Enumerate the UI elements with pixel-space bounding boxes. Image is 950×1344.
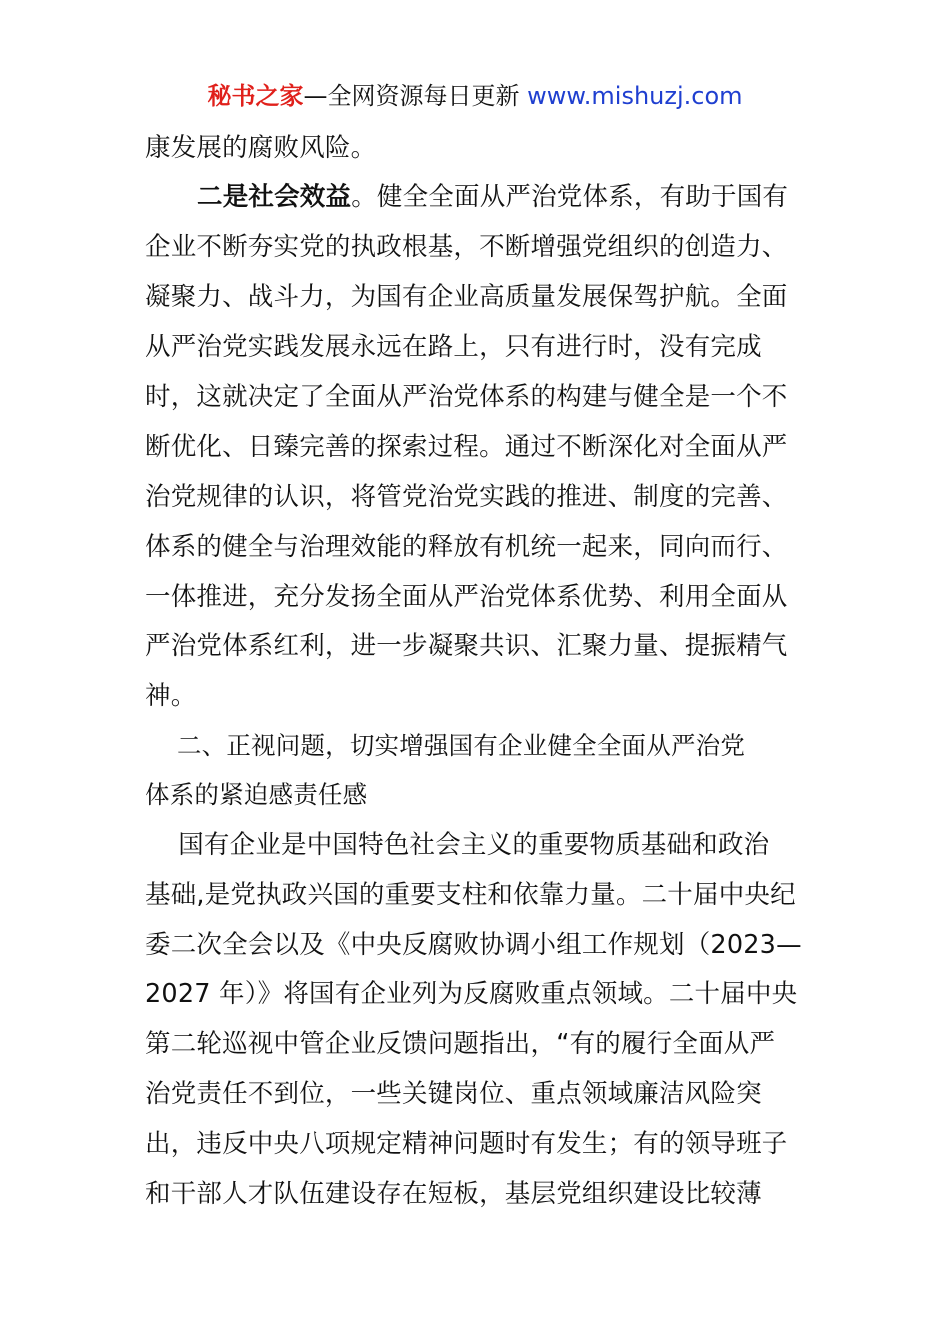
text-line: 从严治党实践发展永远在路上，只有进行时，没有完成 [145, 332, 762, 362]
text-line: 康发展的腐败风险。 [145, 133, 377, 163]
text-line: 时，这就决定了全面从严治党体系的构建与健全是一个不 [145, 382, 788, 412]
section-heading-line: 体系的紧迫感责任感 [145, 780, 368, 809]
section-heading-line: 二、正视问题，切实增强国有企业健全全面从严治党 [145, 731, 746, 760]
site-url-link[interactable]: www.mishuzj.com [527, 82, 743, 110]
site-header [0, 80, 950, 112]
text-line: 断优化、日臻完善的探索过程。通过不断深化对全面从严 [145, 432, 788, 462]
text-line: 和干部人才队伍建设存在短板，基层党组织建设比较薄 [145, 1179, 762, 1209]
paragraph-text: 。健全全面从严治党体系，有助于国有 [351, 182, 789, 212]
header-tagline: —全网资源每日更新 [303, 82, 528, 110]
text-line: 2027 年）》将国有企业列为反腐败重点领域。二十届中央 [145, 979, 798, 1009]
paragraph-2-first-line [145, 180, 788, 214]
text-line: 一体推进，充分发扬全面从严治党体系优势、利用全面从 [145, 582, 788, 612]
text-line: 治党规律的认识，将管党治党实践的推进、制度的完善、 [145, 482, 788, 512]
text-line: 体系的健全与治理效能的释放有机统一起来，同向而行、 [145, 532, 788, 562]
text-line: 治党责任不到位，一些关键岗位、重点领域廉洁风险突 [145, 1079, 762, 1109]
text-line: 国有企业是中国特色社会主义的重要物质基础和政治 [145, 830, 770, 860]
brand-name: 秘书之家 [207, 82, 304, 110]
text-line: 第二轮巡视中管企业反馈问题指出，“有的履行全面从严 [145, 1029, 776, 1059]
text-line: 基础,是党执政兴国的重要支柱和依靠力量。二十届中央纪 [145, 880, 796, 910]
text-line: 委二次全会以及《中央反腐败协调小组工作规划（2023— [145, 930, 802, 960]
text-line: 企业不断夯实党的执政根基，不断增强党组织的创造力、 [145, 232, 788, 262]
paragraph-heading-bold: 二是社会效益 [197, 182, 352, 212]
text-line: 出，违反中央八项规定精神问题时有发生；有的领导班子 [145, 1129, 788, 1159]
text-line: 凝聚力、战斗力，为国有企业高质量发展保驾护航。全面 [145, 282, 788, 312]
text-line: 严治党体系红利，进一步凝聚共识、汇聚力量、提振精气 [145, 631, 788, 661]
text-line: 神。 [145, 681, 197, 711]
